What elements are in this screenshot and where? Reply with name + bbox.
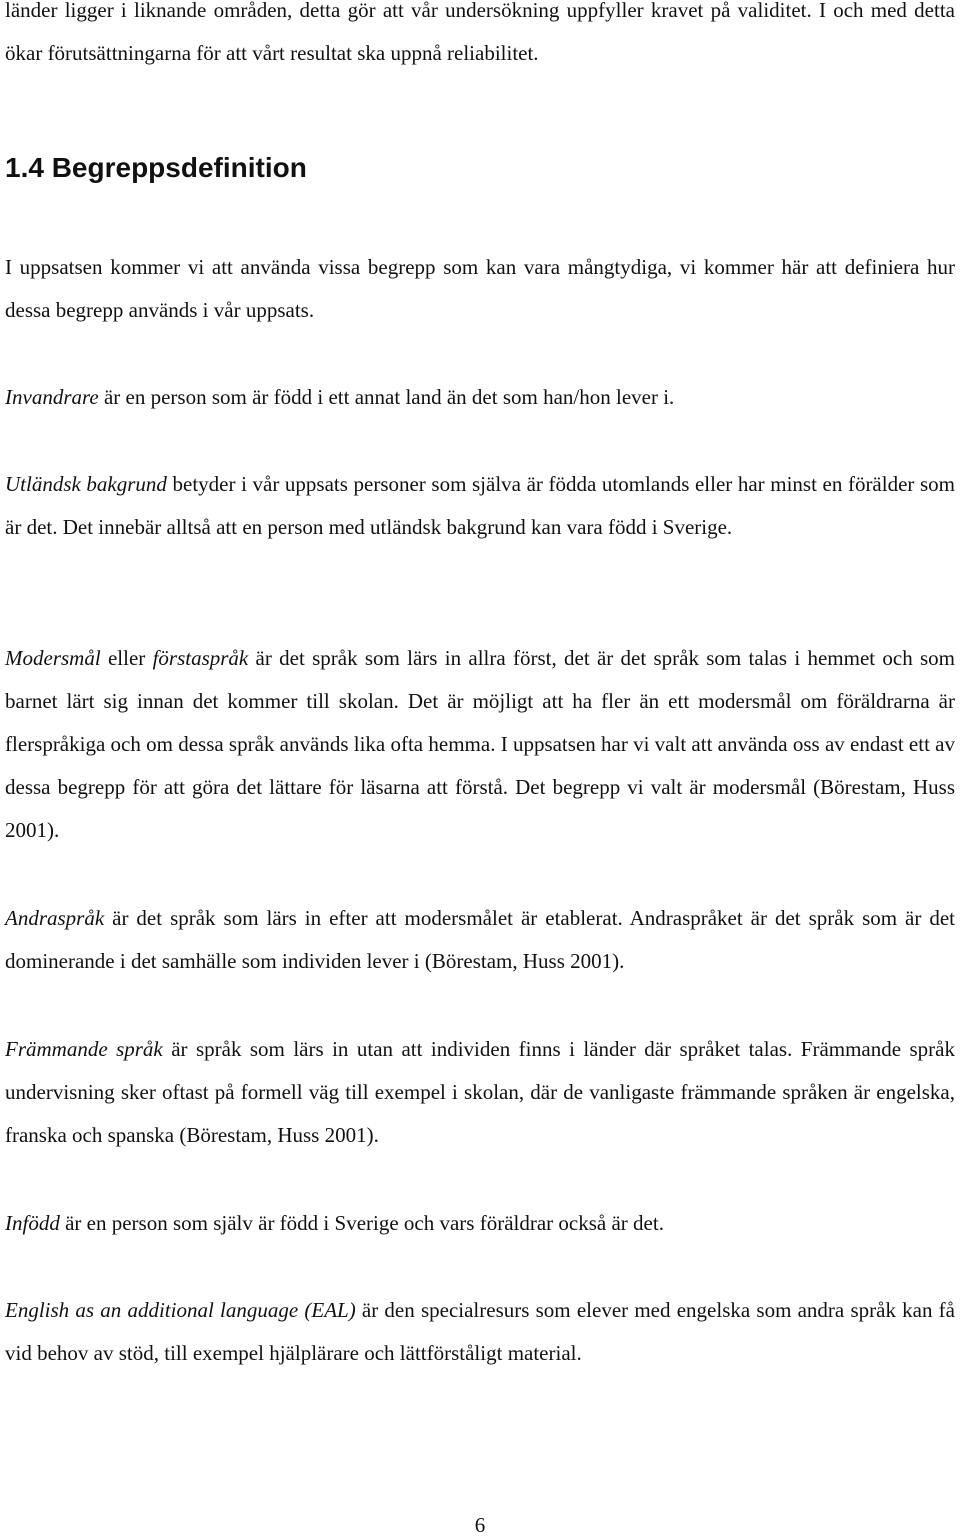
definition-connector-modersmal: eller <box>100 646 153 670</box>
term-infodd: Infödd <box>5 1211 60 1235</box>
term-modersmal: Modersmål <box>5 646 101 670</box>
term-utlandsk-bakgrund: Utländsk bakgrund <box>5 472 167 496</box>
definition-text-frammande-sprak: är språk som lärs in utan att individen finns i länder där språket talas. Främmande språk undervisning sker oftast på formell väg till exempel i skolan, där de vanligaste främmande språken är engelska, franska och spanska (Börestam, Huss 2001). <box>5 1037 955 1147</box>
definition-utlandsk-bakgrund <box>5 463 955 549</box>
term-eal: English as an additional language (EAL) <box>5 1298 356 1322</box>
definition-invandrare <box>5 376 955 419</box>
term-andrasprak: Andraspråk <box>5 906 105 930</box>
definition-text-utlandsk-bakgrund: betyder i vår uppsats personer som själva är födda utomlands eller har minst en förälder som är det. Det innebär alltså att en person med utländsk bakgrund kan vara född i Sverige. <box>5 472 956 539</box>
definition-text-eal: är den specialresurs som elever med engelska som andra språk kan få vid behov av stöd, till exempel hjälplärare och lättförståligt material. <box>5 1298 955 1365</box>
definition-text-andrasprak: är det språk som lärs in efter att modersmålet är etablerat. Andraspråket är det språk som är det dominerande i det samhälle som individen lever i (Börestam, Huss 2001). <box>5 906 955 973</box>
definition-infodd <box>5 1202 955 1245</box>
definition-frammande-sprak <box>5 1028 955 1157</box>
intro-line-1: länder ligger i liknande områden, detta gör att vår undersökning uppfyller kravet på validitet. I <box>5 0 826 22</box>
section-heading: 1.4 Begreppsdefinition <box>5 152 307 183</box>
intro-paragraph <box>5 0 955 75</box>
definition-intro-paragraph: I uppsatsen kommer vi att använda vissa begrepp som kan vara mångtydiga, vi kommer här att definiera hur dessa begrepp används i vår uppsats. <box>5 255 955 322</box>
intro-line-2: och med detta ökar förutsättningarna för att vårt resultat ska uppnå reliabilitet. <box>5 0 955 65</box>
term-forstasprak: förstaspråk <box>152 646 249 670</box>
definition-text-modersmal: är det språk som lärs in allra först, det är det språk som talas i hemmet och som barnet lärt sig innan det kommer till skolan. Det är möjligt att ha fler än ett modersmål om föräldrarna är flerspråkiga och om dessa språk används lika ofta hemma. I uppsatsen har vi valt att använda oss av endast ett av dessa begrepp för att göra det lättare för läsarna att förstå. Det begrepp vi valt är modersmål (Börestam, Huss 2001). <box>5 646 955 842</box>
definition-text-infodd: är en person som själv är född i Sverige och vars föräldrar också är det. <box>59 1211 664 1235</box>
term-invandrare: Invandrare <box>5 385 99 409</box>
definition-modersmal <box>5 637 955 852</box>
definition-eal <box>5 1289 955 1375</box>
definition-text-invandrare: är en person som är född i ett annat land än det som han/hon lever i. <box>98 385 675 409</box>
term-frammande-sprak: Främmande språk <box>5 1037 163 1061</box>
definition-andrasprak <box>5 897 955 983</box>
page-number: 6 <box>474 1513 486 1537</box>
